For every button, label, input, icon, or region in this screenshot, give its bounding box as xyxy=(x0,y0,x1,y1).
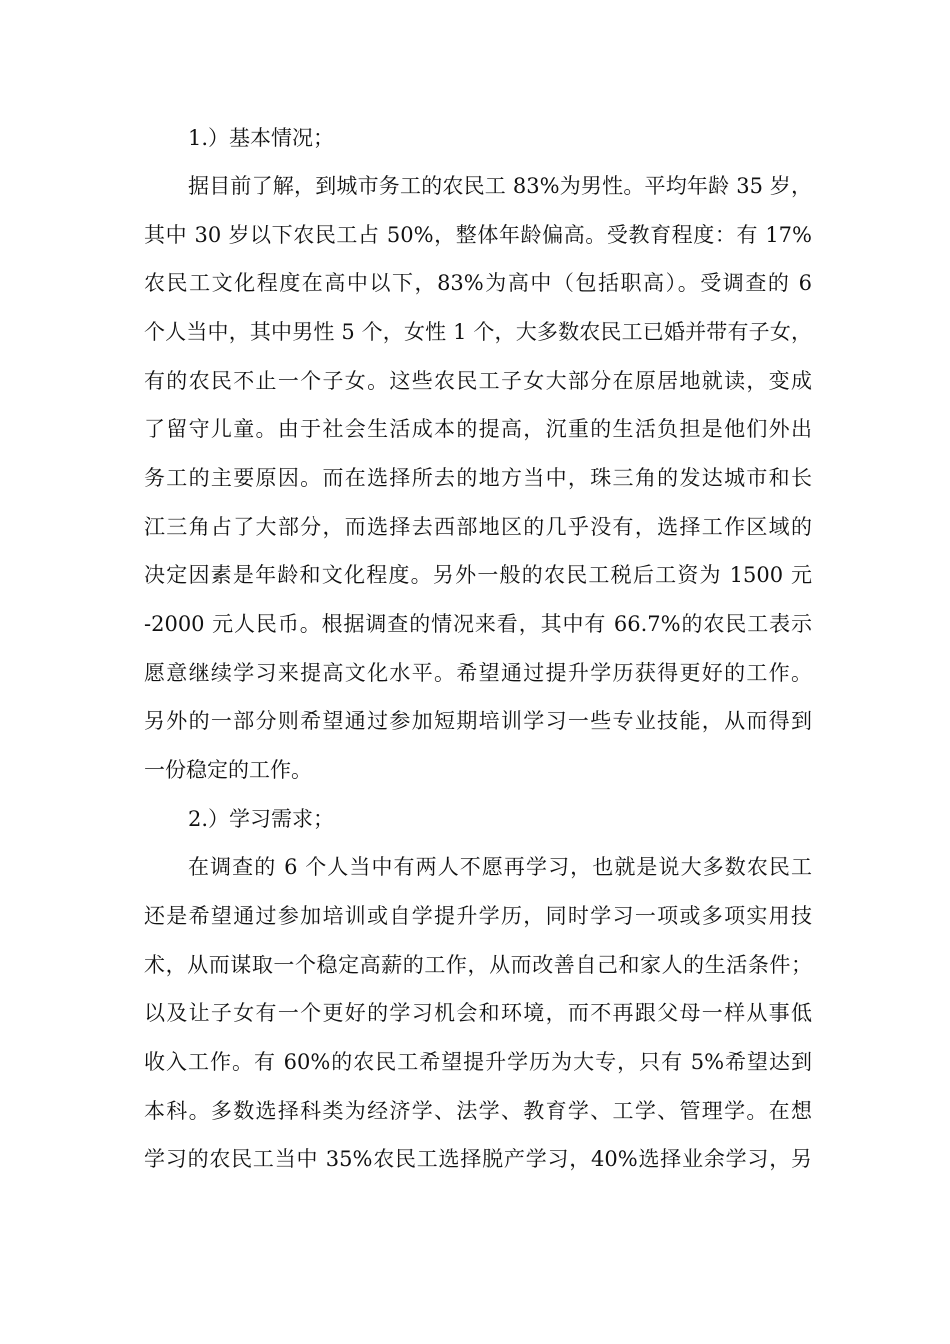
paragraph-2-line: 收入工作。有 60%的农民工希望提升学历为大专，只有 5%希望达到 xyxy=(144,1050,812,1074)
paragraph-1-line: 决定因素是年龄和文化程度。另外一般的农民工税后工资为 1500 元 xyxy=(144,563,812,587)
paragraph-1-line: 有的农民不止一个子女。这些农民工子女大部分在原居地就读，变成 xyxy=(144,369,812,393)
paragraph-2-line: 以及让子女有一个更好的学习机会和环境，而不再跟父母一样从事低 xyxy=(144,1001,812,1025)
paragraph-1-line: 农民工文化程度在高中以下，83%为高中（包括职高）。受调查的 6 xyxy=(144,271,812,295)
paragraph-1-line: -2000 元人民币。根据调查的情况来看，其中有 66.7%的农民工表示 xyxy=(144,612,812,636)
paragraph-1-line: 据目前了解，到城市务工的农民工 83%为男性。平均年龄 35 岁， xyxy=(188,174,812,198)
paragraph-2-line: 还是希望通过参加培训或自学提升学历，同时学习一项或多项实用技 xyxy=(144,904,812,928)
paragraph-2-line: 本科。多数选择科类为经济学、法学、教育学、工学、管理学。在想 xyxy=(144,1099,812,1123)
paragraph-1-line: 另外的一部分则希望通过参加短期培训学习一些专业技能，从而得到 xyxy=(144,709,812,733)
paragraph-1-line: 一份稳定的工作。 xyxy=(144,758,312,782)
paragraph-2-line: 术，从而谋取一个稳定高薪的工作，从而改善自己和家人的生活条件； xyxy=(144,953,812,977)
paragraph-1-line: 其中 30 岁以下农民工占 50%，整体年龄偏高。受教育程度：有 17% xyxy=(144,223,812,247)
paragraph-2-line: 在调查的 6 个人当中有两人不愿再学习，也就是说大多数农民工 xyxy=(188,855,812,879)
paragraph-1-line: 了留守儿童。由于社会生活成本的提高，沉重的生活负担是他们外出 xyxy=(144,417,812,441)
paragraph-1-line: 愿意继续学习来提高文化水平。希望通过提升学历获得更好的工作。 xyxy=(144,661,812,685)
paragraph-2-line: 学习的农民工当中 35%农民工选择脱产学习，40%选择业余学习，另 xyxy=(144,1147,812,1171)
section-2-heading: 2.）学习需求； xyxy=(188,807,335,831)
paragraph-1-line: 个人当中，其中男性 5 个，女性 1 个，大多数农民工已婚并带有子女， xyxy=(144,320,812,344)
paragraph-1-line: 江三角占了大部分，而选择去西部地区的几乎没有，选择工作区域的 xyxy=(144,515,812,539)
section-1-heading: 1.）基本情况； xyxy=(188,126,335,150)
paragraph-1-line: 务工的主要原因。而在选择所去的地方当中，珠三角的发达城市和长 xyxy=(144,466,812,490)
